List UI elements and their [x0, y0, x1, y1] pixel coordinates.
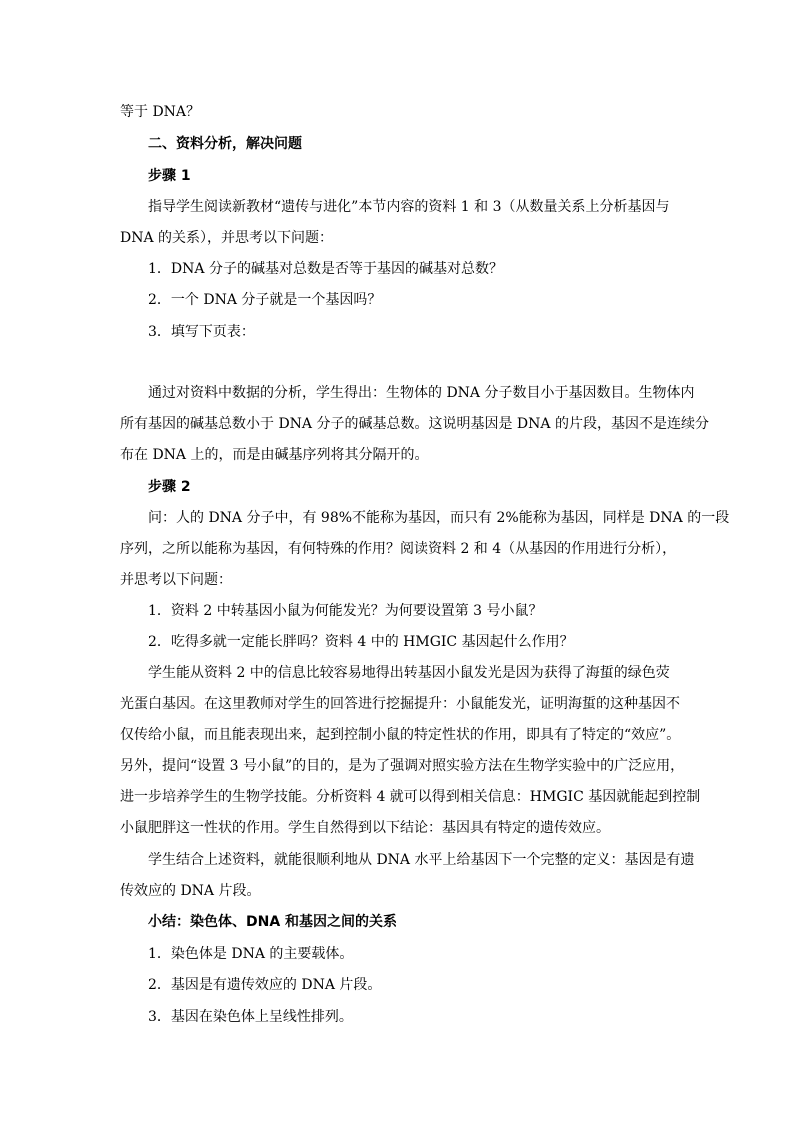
step-1-heading: 步骤 1 — [148, 168, 191, 184]
paragraph-line: 并思考以下问题： — [120, 572, 232, 588]
question-item: 2．一个 DNA 分子就是一个基因吗？ — [148, 292, 382, 308]
summary-heading: 小结：染色体、DNA 和基因之间的关系 — [148, 914, 398, 930]
paragraph-line: 另外，提问“设置 3 号小鼠”的目的，是为了强调对照实验方法在生物学实验中的广泛应用， — [120, 758, 685, 774]
section-heading: 二、资料分析，解决问题 — [148, 136, 302, 152]
summary-item: 1．染色体是 DNA 的主要载体。 — [148, 946, 354, 962]
question-item: 3．填写下页表： — [148, 324, 255, 340]
paragraph-line: 序列，之所以能称为基因，有何特殊的作用？阅读资料 2 和 4（从基因的作用进行分析）， — [120, 541, 677, 557]
paragraph-line: 问：人的 DNA 分子中，有 98%不能称为基因，而只有 2%能称为基因，同样是 DNA 的一段 — [148, 510, 730, 526]
paragraph-line: 通过对资料中数据的分析，学生得出：生物体的 DNA 分子数目小于基因数目。生物体内 — [148, 385, 695, 401]
paragraph-line: 光蛋白基因。在这里教师对学生的回答进行挖掘提升：小鼠能发光，证明海蜇的这种基因不 — [120, 696, 680, 712]
paragraph-line: DNA 的关系），并思考以下问题： — [120, 230, 334, 246]
paragraph-line: 学生能从资料 2 中的信息比较容易地得出转基因小鼠发光是因为获得了海蜇的绿色荧 — [148, 665, 670, 681]
paragraph-line: 布在 DNA 上的，而是由碱基序列将其分隔开的。 — [120, 447, 429, 463]
paragraph-line: 进一步培养学生的生物学技能。分析资料 4 就可以得到相关信息：HMGIC 基因就能起到控制 — [120, 789, 701, 805]
summary-item: 2．基因是有遗传效应的 DNA 片段。 — [148, 977, 382, 993]
question-item: 2．吃得多就一定能长胖吗？资料 4 中的 HMGIC 基因起什么作用？ — [148, 634, 574, 650]
text-line: 等于 DNA？ — [120, 104, 201, 120]
paragraph-line: 指导学生阅读新教材“遗传与进化”本节内容的资料 1 和 3（从数量关系上分析基因与 — [148, 199, 670, 215]
question-item: 1．资料 2 中转基因小鼠为何能发光？为何要设置第 3 号小鼠？ — [148, 603, 543, 619]
paragraph-line: 小鼠肥胖这一性状的作用。学生自然得到以下结论：基因具有特定的遗传效应。 — [120, 820, 610, 836]
paragraph-line: 传效应的 DNA 片段。 — [120, 883, 261, 899]
paragraph-line: 仅传给小鼠，而且能表现出来，起到控制小鼠的特定性状的作用，即具有了特定的“效应”。 — [120, 727, 681, 743]
summary-item: 3．基因在染色体上呈线性排列。 — [148, 1009, 353, 1025]
paragraph-line: 学生结合上述资料，就能很顺利地从 DNA 水平上给基因下一个完整的定义：基因是有遗 — [148, 852, 695, 868]
paragraph-line: 所有基因的碱基总数小于 DNA 分子的碱基总数。这说明基因是 DNA 的片段，基因不是连续分 — [120, 416, 709, 432]
step-2-heading: 步骤 2 — [148, 479, 191, 495]
question-item: 1．DNA 分子的碱基对总数是否等于基因的碱基对总数？ — [148, 261, 503, 277]
